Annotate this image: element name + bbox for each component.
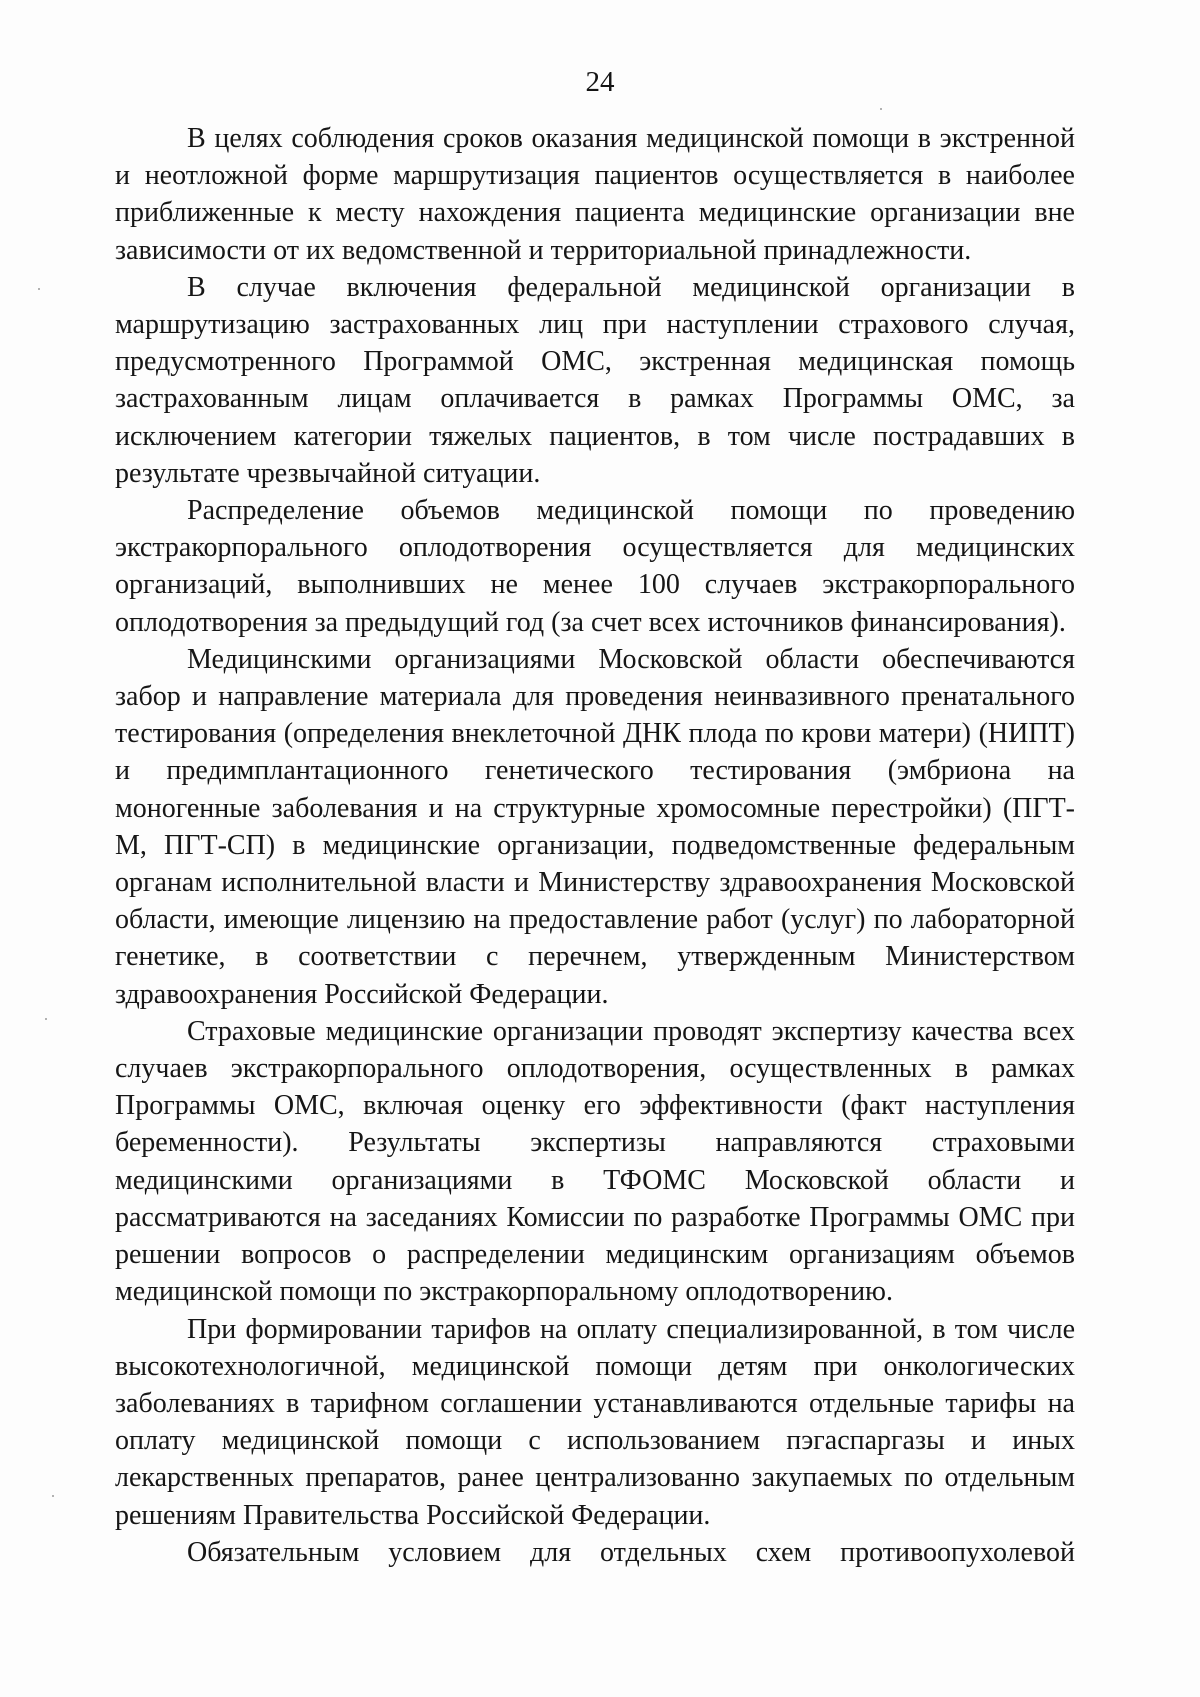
document-body — [115, 120, 1075, 1571]
scan-speck — [52, 1495, 54, 1497]
paragraph-prenatal-testing: Медицинскими организациями Московской области обеспечиваются забор и направление материала для проведения неинвазивного пренатального тестирования (определения внеклеточной ДНК плода по крови матери) (НИПТ) и предимплантационного генетического тестирования (эмбриона на моногенные заболевания и на структурные хромосомные перестройки) (ПГТ-М, ПГТ-СП) в медицинские организации, подведомственные федеральным органам исполнительной власти и Министерству здравоохранения Московской области, имеющие лицензию на предоставление работ (услуг) по лабораторной генетике, в соответствии с перечнем, утвержденным Министерством здравоохранения Российской Федерации. — [115, 643, 1075, 1010]
page-number: 24 — [585, 66, 615, 98]
paragraph-oncology-tariffs: При формировании тарифов на оплату специализированной, в том числе высокотехнологичной, медицинской помощи детям при онкологических заболеваниях в тарифном соглашении устанавливаются отдельные тарифы на оплату медицинской помощи с использованием пэгаспаргазы и иных лекарственных препаратов, ранее централизованно закупаемых по отдельным решениям Правительства Российской Федерации. — [115, 1313, 1075, 1531]
scan-speck — [45, 1018, 47, 1020]
paragraph-antitumor-condition: Обязательным условием для отдельных схем противоопухолевой — [187, 1536, 1075, 1568]
paragraph-insurance-expertise: Страховые медицинские организации проводят экспертизу качества всех случаев экстракорпорального оплодотворения, осуществленных в рамках Программы ОМС, включая оценку его эффективности (факт наступления беременности). Результаты экспертизы направляются страховыми медицинскими организациями в ТФОМС Московской области и рассматриваются на заседаниях Комиссии по разработке Программы ОМС при решении вопросов о распределении медицинским организациям объемов медицинской помощи по экстракорпоральному оплодотворению. — [115, 1015, 1075, 1308]
paragraph-federal-organization: В случае включения федеральной медицинской организации в маршрутизацию застрахованных лиц при наступлении страхового случая, предусмотренного Программой ОМС, экстренная медицинская помощь застрахованным лицам оплачивается в рамках Программы ОМС, за исключением категории тяжелых пациентов, в том числе пострадавших в результате чрезвычайной ситуации. — [115, 271, 1075, 489]
paragraph-emergency-routing: В целях соблюдения сроков оказания медицинской помощи в экстренной и неотложной форме маршрутизация пациентов осуществляется в наиболее приближенные к месту нахождения пациента медицинские организации вне зависимости от их ведомственной и территориальной принадлежности. — [115, 123, 1075, 266]
scan-speck — [880, 108, 882, 110]
scan-speck — [38, 288, 40, 290]
paragraph-ivf-distribution: Распределение объемов медицинской помощи по проведению экстракорпорального оплодотворения осуществляется для медицинских организаций, выполнивших не менее 100 случаев экстракорпорального оплодотворения за предыдущий год (за счет всех источников финансирования). — [115, 495, 1075, 638]
